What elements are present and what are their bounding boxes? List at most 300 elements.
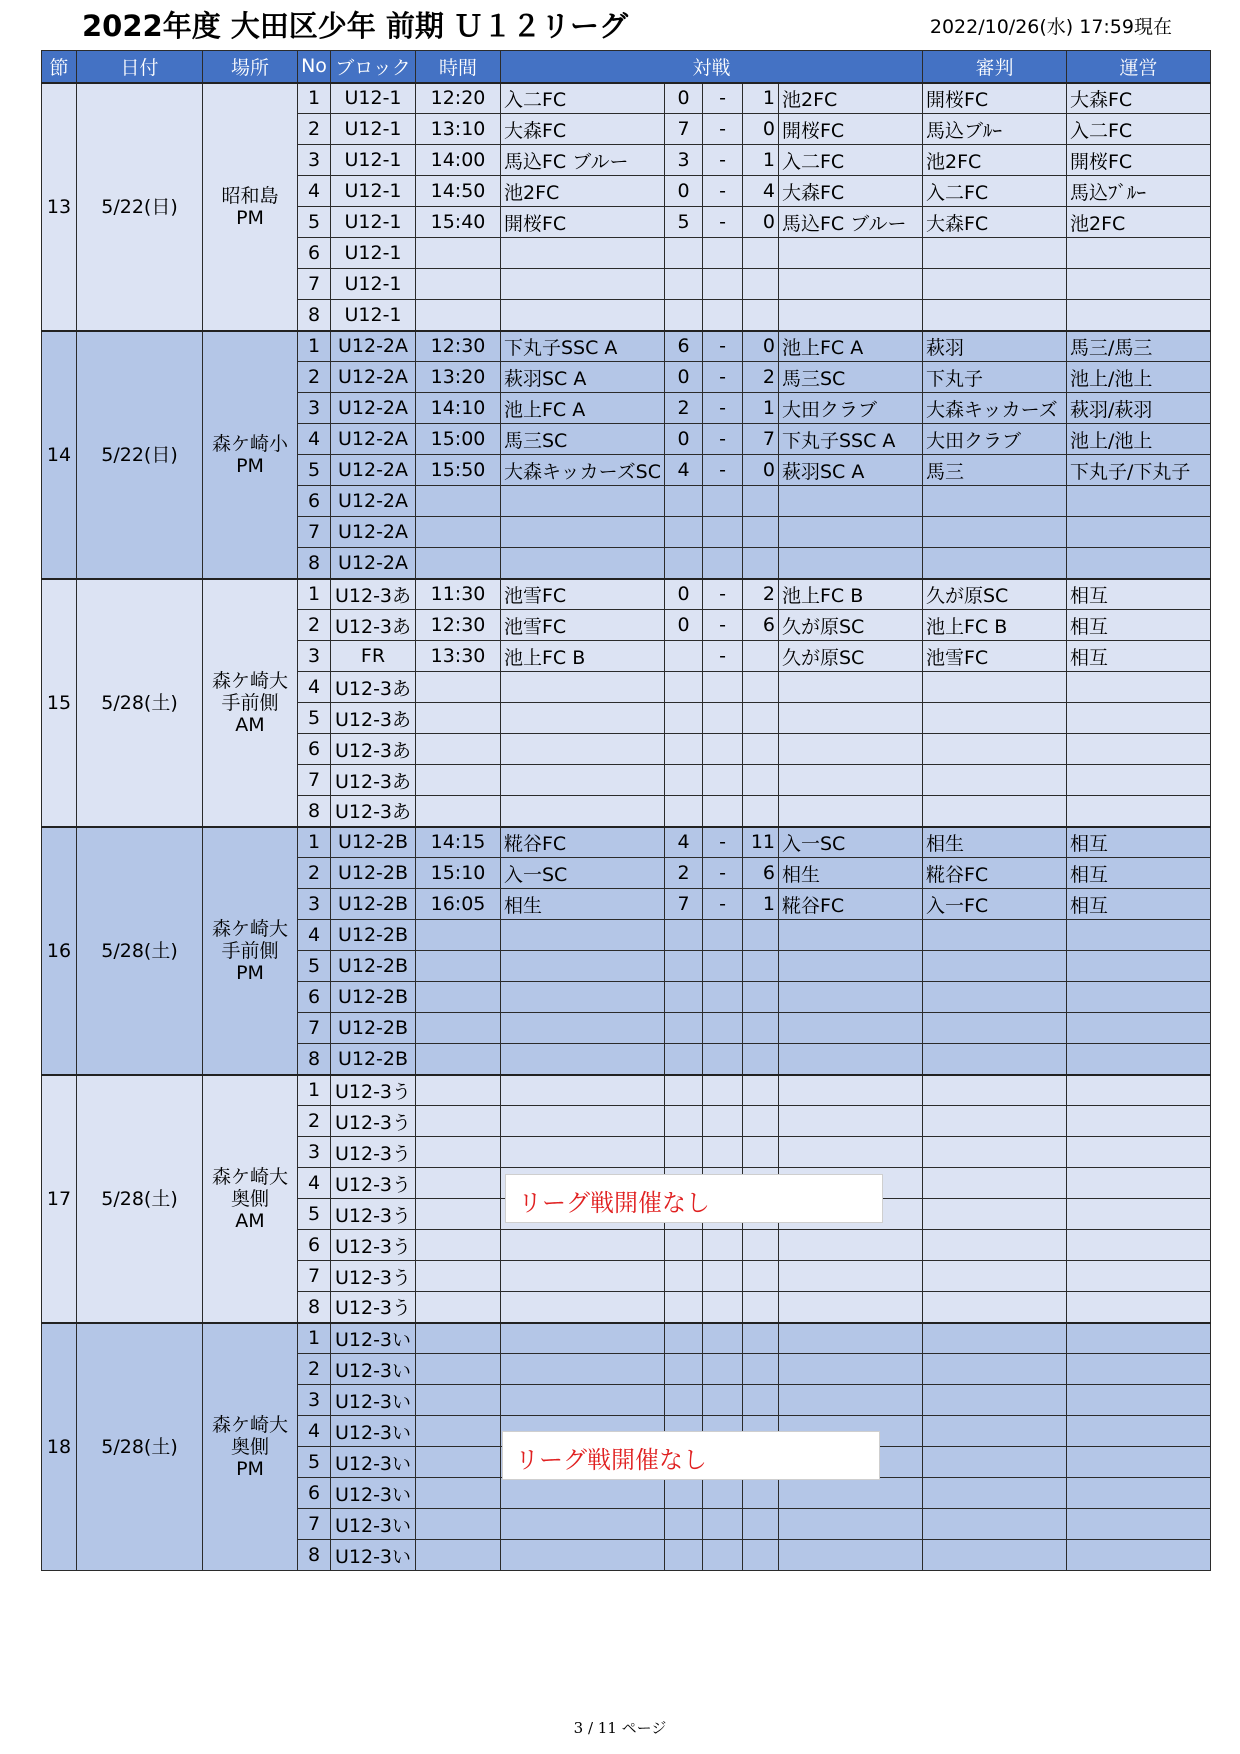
home-score: [665, 1106, 703, 1137]
away-score: [743, 1230, 779, 1261]
match-no: 3: [298, 1137, 331, 1168]
referee: [923, 1230, 1067, 1261]
match-time: 15:50: [416, 455, 501, 486]
match-time: [416, 1199, 501, 1230]
home-score: [665, 1075, 703, 1106]
score-dash: [703, 269, 743, 300]
block-name: U12-3う: [331, 1106, 416, 1137]
away-score: [743, 1540, 779, 1571]
match-no: 2: [298, 362, 331, 393]
score-dash: -: [703, 827, 743, 858]
operation: [1067, 1323, 1211, 1354]
table-row: [42, 83, 1211, 114]
away-team: [779, 703, 923, 734]
table-row: [42, 331, 1211, 362]
operation: [1067, 1540, 1211, 1571]
away-score: [743, 982, 779, 1013]
home-team: [501, 269, 665, 300]
away-team: 池2FC: [779, 83, 923, 114]
away-team: 下丸子SSC A: [779, 424, 923, 455]
home-score: [665, 703, 703, 734]
block-name: U12-2B: [331, 1044, 416, 1075]
block-name: FR: [331, 641, 416, 672]
away-score: [743, 548, 779, 579]
match-no: 7: [298, 517, 331, 548]
match-no: 7: [298, 1509, 331, 1540]
match-no: 6: [298, 1230, 331, 1261]
operation: 入二FC: [1067, 114, 1211, 145]
home-score: [665, 982, 703, 1013]
home-team: [501, 920, 665, 951]
operation: [1067, 486, 1211, 517]
score-dash: -: [703, 176, 743, 207]
referee: [923, 1292, 1067, 1323]
match-no: 1: [298, 1323, 331, 1354]
match-no: 1: [298, 1075, 331, 1106]
away-team: [779, 982, 923, 1013]
home-team: 馬込FC ブルー: [501, 145, 665, 176]
score-dash: [703, 1323, 743, 1354]
score-dash: [703, 951, 743, 982]
home-score: [665, 486, 703, 517]
block-name: U12-3い: [331, 1478, 416, 1509]
match-time: [416, 951, 501, 982]
matchday-number: 18: [42, 1323, 77, 1571]
match-time: 14:50: [416, 176, 501, 207]
operation: [1067, 1013, 1211, 1044]
away-team: 池上FC A: [779, 331, 923, 362]
home-team: 入一SC: [501, 858, 665, 889]
score-dash: -: [703, 610, 743, 641]
referee: [923, 672, 1067, 703]
block-name: U12-2B: [331, 858, 416, 889]
operation: [1067, 1261, 1211, 1292]
table-row: [42, 827, 1211, 858]
score-dash: -: [703, 83, 743, 114]
match-date: 5/28(土): [77, 579, 203, 827]
home-score: [665, 300, 703, 331]
home-score: 4: [665, 455, 703, 486]
match-time: [416, 920, 501, 951]
home-team: 大森キッカーズSC: [501, 455, 665, 486]
venue: [203, 1323, 298, 1571]
match-time: [416, 517, 501, 548]
referee: [923, 1261, 1067, 1292]
home-team: 池雪FC: [501, 579, 665, 610]
match-time: [416, 1075, 501, 1106]
match-no: 4: [298, 176, 331, 207]
away-team: [779, 1509, 923, 1540]
match-time: [416, 1230, 501, 1261]
matchday-group: [42, 83, 1211, 331]
block-name: U12-1: [331, 207, 416, 238]
referee: [923, 1013, 1067, 1044]
away-score: 11: [743, 827, 779, 858]
matchday-number: 14: [42, 331, 77, 579]
match-time: [416, 1509, 501, 1540]
venue-line: 森ケ崎大: [211, 1413, 288, 1436]
away-team: [779, 1230, 923, 1261]
match-time: 13:10: [416, 114, 501, 145]
block-name: U12-2B: [331, 1013, 416, 1044]
home-team: 相生: [501, 889, 665, 920]
venue-line: PM: [236, 1457, 264, 1480]
header-referee: 審判: [923, 51, 1067, 83]
header-date: 日付: [77, 51, 203, 83]
match-time: 15:40: [416, 207, 501, 238]
home-score: [665, 1292, 703, 1323]
away-team: [779, 951, 923, 982]
home-team: [501, 982, 665, 1013]
operation: [1067, 1044, 1211, 1075]
away-team: [779, 1540, 923, 1571]
operation: [1067, 238, 1211, 269]
home-score: [665, 1323, 703, 1354]
away-team: [779, 734, 923, 765]
match-no: 5: [298, 207, 331, 238]
home-team: [501, 672, 665, 703]
venue: [203, 331, 298, 579]
operation: [1067, 269, 1211, 300]
home-score: [665, 238, 703, 269]
block-name: U12-1: [331, 145, 416, 176]
home-team: [501, 765, 665, 796]
home-team: [501, 1230, 665, 1261]
home-team: 大森FC: [501, 114, 665, 145]
home-score: [665, 1044, 703, 1075]
home-team: [501, 1385, 665, 1416]
match-time: [416, 486, 501, 517]
home-score: 0: [665, 176, 703, 207]
venue-line: PM: [236, 206, 264, 229]
referee: 久が原SC: [923, 579, 1067, 610]
referee: [923, 982, 1067, 1013]
away-score: 0: [743, 455, 779, 486]
score-dash: [703, 1106, 743, 1137]
referee: 池2FC: [923, 145, 1067, 176]
header-match: 対戦: [501, 51, 923, 83]
referee: [923, 920, 1067, 951]
away-score: [743, 1292, 779, 1323]
away-team: [779, 672, 923, 703]
referee: [923, 1354, 1067, 1385]
operation: 相互: [1067, 610, 1211, 641]
away-score: [743, 1137, 779, 1168]
away-score: 1: [743, 145, 779, 176]
block-name: U12-3い: [331, 1323, 416, 1354]
away-score: 0: [743, 331, 779, 362]
block-name: U12-2A: [331, 486, 416, 517]
away-team: 馬三SC: [779, 362, 923, 393]
match-no: 4: [298, 424, 331, 455]
venue: [203, 827, 298, 1075]
home-team: [501, 517, 665, 548]
home-score: [665, 920, 703, 951]
home-team: [501, 1292, 665, 1323]
block-name: U12-2B: [331, 827, 416, 858]
home-team: [501, 1075, 665, 1106]
away-score: [743, 1013, 779, 1044]
match-no: 1: [298, 579, 331, 610]
referee: [923, 517, 1067, 548]
operation: [1067, 765, 1211, 796]
no-league-notice: リーグ戦開催なし: [502, 1431, 880, 1480]
home-team: 池2FC: [501, 176, 665, 207]
score-dash: [703, 1540, 743, 1571]
away-score: 4: [743, 176, 779, 207]
block-name: U12-3う: [331, 1230, 416, 1261]
home-score: [665, 1478, 703, 1509]
home-team: 入二FC: [501, 83, 665, 114]
match-time: 12:30: [416, 610, 501, 641]
match-date: 5/22(日): [77, 331, 203, 579]
away-team: [779, 1013, 923, 1044]
referee: [923, 765, 1067, 796]
match-time: 15:00: [416, 424, 501, 455]
score-dash: [703, 1385, 743, 1416]
home-score: 2: [665, 858, 703, 889]
match-no: 2: [298, 114, 331, 145]
block-name: U12-1: [331, 300, 416, 331]
referee: 馬三: [923, 455, 1067, 486]
match-no: 5: [298, 1199, 331, 1230]
home-score: 3: [665, 145, 703, 176]
operation: 相互: [1067, 889, 1211, 920]
match-no: 1: [298, 827, 331, 858]
referee: [923, 1385, 1067, 1416]
matchday-number: 17: [42, 1075, 77, 1323]
score-dash: -: [703, 424, 743, 455]
match-time: [416, 1292, 501, 1323]
referee: [923, 1540, 1067, 1571]
score-dash: -: [703, 889, 743, 920]
operation: [1067, 951, 1211, 982]
match-date: 5/28(土): [77, 827, 203, 1075]
score-dash: -: [703, 114, 743, 145]
score-dash: -: [703, 145, 743, 176]
table-row: [42, 1323, 1211, 1354]
referee: [923, 1168, 1067, 1199]
score-dash: [703, 1354, 743, 1385]
away-team: 糀谷FC: [779, 889, 923, 920]
score-dash: -: [703, 207, 743, 238]
referee: [923, 1199, 1067, 1230]
match-time: [416, 1385, 501, 1416]
away-score: [743, 1385, 779, 1416]
score-dash: [703, 796, 743, 827]
block-name: U12-3あ: [331, 734, 416, 765]
away-score: [743, 1106, 779, 1137]
match-date: 5/28(土): [77, 1075, 203, 1323]
matchday-number: 13: [42, 83, 77, 331]
match-no: 3: [298, 889, 331, 920]
home-score: [665, 1230, 703, 1261]
match-no: 1: [298, 83, 331, 114]
referee: 大田クラブ: [923, 424, 1067, 455]
operation: [1067, 703, 1211, 734]
away-team: [779, 1137, 923, 1168]
block-name: U12-3う: [331, 1168, 416, 1199]
operation: 池上/池上: [1067, 424, 1211, 455]
match-date: 5/28(土): [77, 1323, 203, 1571]
home-score: [665, 765, 703, 796]
away-score: [743, 1354, 779, 1385]
match-no: 6: [298, 238, 331, 269]
match-no: 2: [298, 1354, 331, 1385]
venue-line: 森ケ崎大: [211, 1165, 288, 1188]
away-score: [743, 1478, 779, 1509]
venue-line: PM: [236, 454, 264, 477]
venue-line: AM: [235, 713, 265, 736]
match-no: 4: [298, 1416, 331, 1447]
home-team: [501, 796, 665, 827]
away-team: 大田クラブ: [779, 393, 923, 424]
away-score: [743, 765, 779, 796]
venue-line: 森ケ崎大: [211, 917, 288, 940]
referee: 開桜FC: [923, 83, 1067, 114]
match-no: 1: [298, 331, 331, 362]
header-row: [42, 51, 1211, 83]
away-score: [743, 951, 779, 982]
away-team: [779, 300, 923, 331]
venue-line: 奥側: [230, 1187, 269, 1210]
score-dash: -: [703, 455, 743, 486]
operation: 開桜FC: [1067, 145, 1211, 176]
match-time: 16:05: [416, 889, 501, 920]
home-score: [665, 672, 703, 703]
away-team: [779, 1261, 923, 1292]
away-team: 開桜FC: [779, 114, 923, 145]
header-block: ブロック: [331, 51, 416, 83]
home-team: 馬三SC: [501, 424, 665, 455]
away-team: 入二FC: [779, 145, 923, 176]
page-title: 2022年度 大田区少年 前期 Ｕ１２リーグ: [82, 9, 629, 43]
home-score: [665, 1509, 703, 1540]
operation: 相互: [1067, 827, 1211, 858]
score-dash: -: [703, 858, 743, 889]
operation: [1067, 672, 1211, 703]
referee: [923, 486, 1067, 517]
operation: [1067, 1168, 1211, 1199]
referee: [923, 1323, 1067, 1354]
block-name: U12-3い: [331, 1385, 416, 1416]
match-no: 8: [298, 1044, 331, 1075]
away-team: [779, 517, 923, 548]
venue-line: 奥側: [230, 1435, 269, 1458]
operation: [1067, 1509, 1211, 1540]
match-time: [416, 269, 501, 300]
away-team: [779, 1478, 923, 1509]
referee: [923, 300, 1067, 331]
block-name: U12-3い: [331, 1509, 416, 1540]
score-dash: -: [703, 393, 743, 424]
away-score: [743, 641, 779, 672]
home-score: [665, 269, 703, 300]
referee: [923, 1137, 1067, 1168]
referee: [923, 703, 1067, 734]
match-time: [416, 1478, 501, 1509]
block-name: U12-3う: [331, 1292, 416, 1323]
matchday-group: [42, 827, 1211, 1075]
match-time: [416, 1261, 501, 1292]
home-score: [665, 1013, 703, 1044]
home-team: [501, 1013, 665, 1044]
home-team: 下丸子SSC A: [501, 331, 665, 362]
referee: 入二FC: [923, 176, 1067, 207]
home-score: [665, 548, 703, 579]
block-name: U12-1: [331, 114, 416, 145]
away-team: 入一SC: [779, 827, 923, 858]
block-name: U12-3あ: [331, 703, 416, 734]
match-time: [416, 734, 501, 765]
block-name: U12-2A: [331, 424, 416, 455]
score-dash: [703, 238, 743, 269]
match-no: 6: [298, 982, 331, 1013]
match-no: 3: [298, 1385, 331, 1416]
score-dash: [703, 703, 743, 734]
match-no: 2: [298, 610, 331, 641]
operation: [1067, 1075, 1211, 1106]
home-team: 開桜FC: [501, 207, 665, 238]
operation: [1067, 1106, 1211, 1137]
away-team: 大森FC: [779, 176, 923, 207]
block-name: U12-1: [331, 269, 416, 300]
referee: 池上FC B: [923, 610, 1067, 641]
away-score: 1: [743, 83, 779, 114]
header-setsu: 節: [42, 51, 77, 83]
away-score: [743, 517, 779, 548]
match-no: 7: [298, 1013, 331, 1044]
home-team: [501, 1044, 665, 1075]
match-no: 3: [298, 393, 331, 424]
away-team: [779, 1323, 923, 1354]
match-no: 7: [298, 765, 331, 796]
home-score: [665, 517, 703, 548]
score-dash: -: [703, 579, 743, 610]
score-dash: [703, 1509, 743, 1540]
referee: 馬込ブﾙｰ: [923, 114, 1067, 145]
home-score: 0: [665, 424, 703, 455]
referee: [923, 734, 1067, 765]
match-no: 5: [298, 455, 331, 486]
block-name: U12-3い: [331, 1540, 416, 1571]
block-name: U12-2A: [331, 517, 416, 548]
block-name: U12-2A: [331, 331, 416, 362]
match-time: [416, 672, 501, 703]
venue-line: 手前側: [221, 691, 279, 714]
away-team: [779, 765, 923, 796]
block-name: U12-1: [331, 176, 416, 207]
away-team: 馬込FC ブルー: [779, 207, 923, 238]
schedule-table: [41, 50, 1211, 1571]
home-score: [665, 1261, 703, 1292]
home-score: 2: [665, 393, 703, 424]
operation: [1067, 920, 1211, 951]
referee: [923, 1478, 1067, 1509]
match-no: 3: [298, 145, 331, 176]
venue: [203, 1075, 298, 1323]
home-team: [501, 951, 665, 982]
block-name: U12-3あ: [331, 765, 416, 796]
referee: [923, 548, 1067, 579]
away-score: 2: [743, 579, 779, 610]
home-team: [501, 1540, 665, 1571]
match-time: [416, 1447, 501, 1478]
score-dash: [703, 920, 743, 951]
match-no: 6: [298, 1478, 331, 1509]
venue: [203, 579, 298, 827]
away-team: [779, 1106, 923, 1137]
